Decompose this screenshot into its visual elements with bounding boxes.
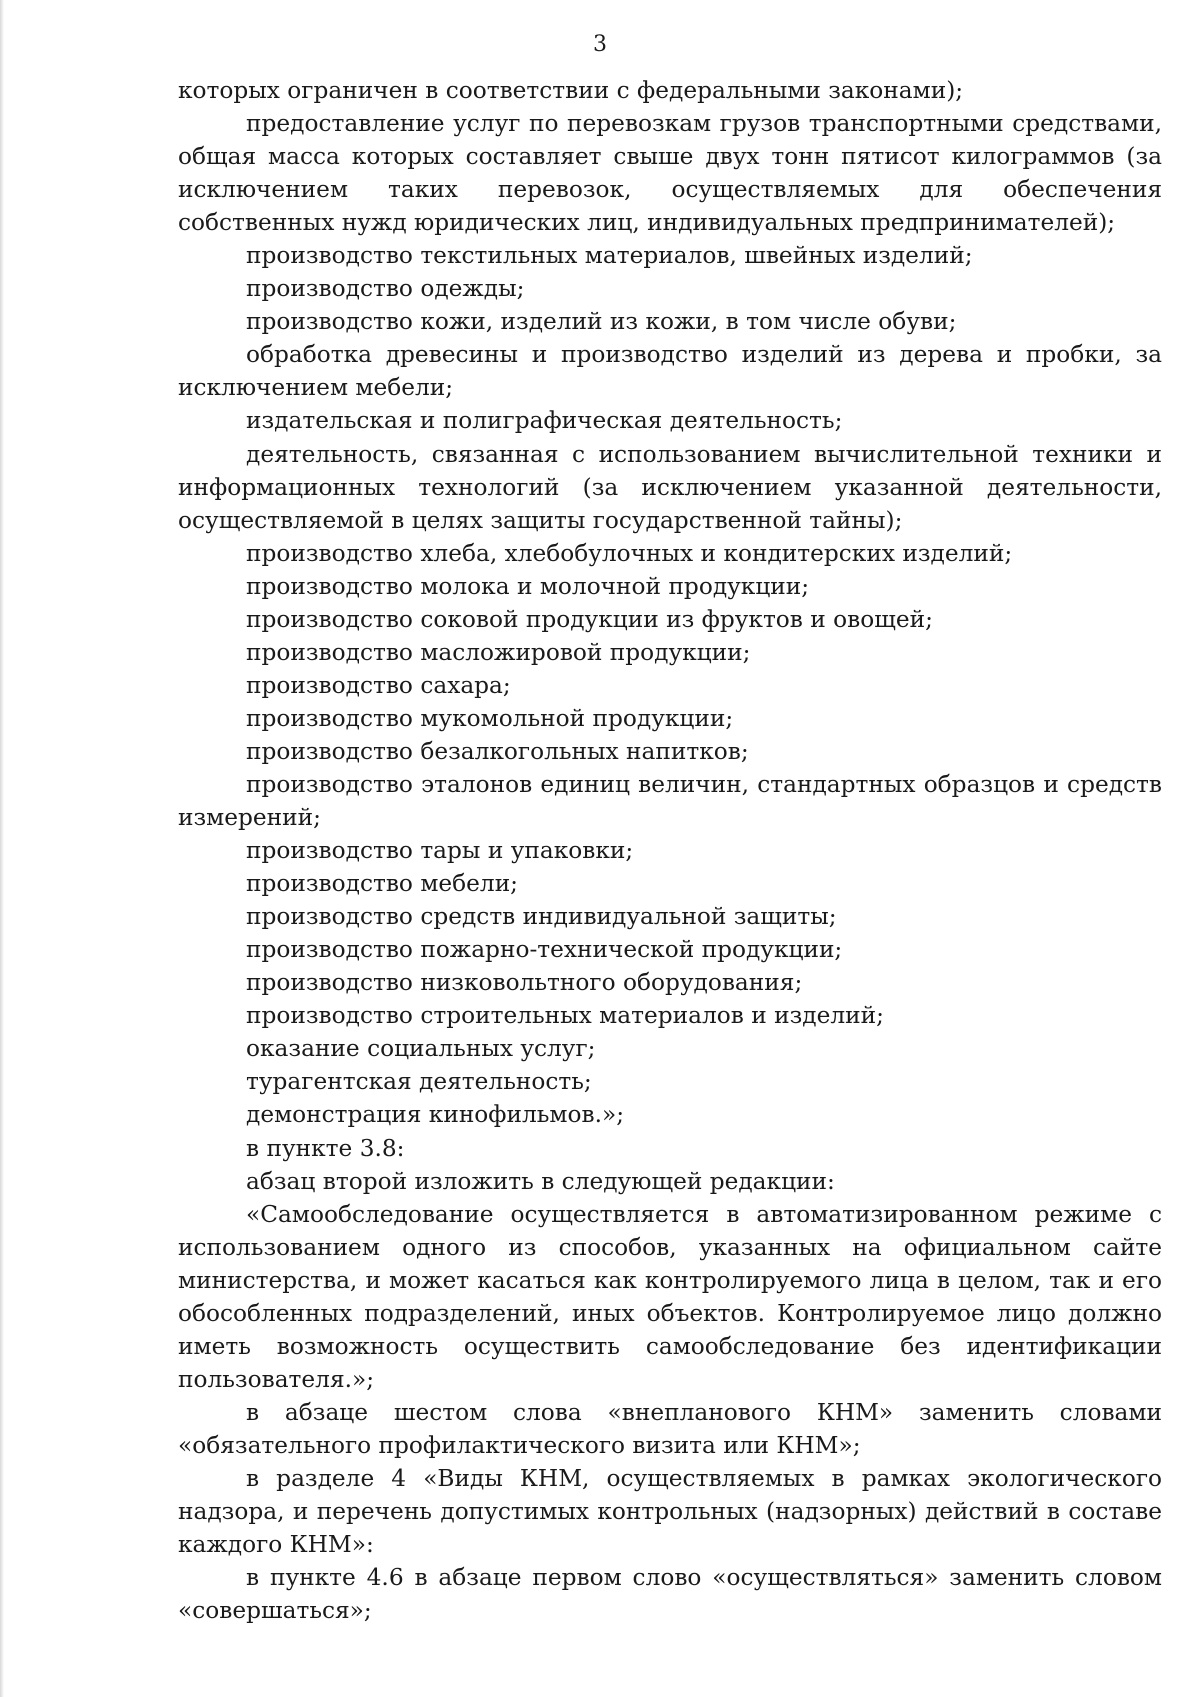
paragraph: производство строительных материалов и изделий;: [246, 1002, 884, 1030]
paragraph: производство пожарно-технической продукции;: [246, 936, 843, 964]
paragraph: турагентская деятельность;: [246, 1068, 592, 1096]
paragraph: производство средств индивидуальной защиты;: [246, 903, 837, 931]
paragraph: производство тары и упаковки;: [246, 837, 634, 865]
paragraph: производство масложировой продукции;: [246, 638, 751, 666]
paragraph: издательская и полиграфическая деятельность;: [246, 407, 843, 435]
paragraph: в абзаце шестом слова «внепланового КНМ» заменить словами «обязательного профилактического визита или КНМ»;: [178, 1398, 1162, 1459]
paragraph: производство эталонов единиц величин, стандартных образцов и средств измерений;: [178, 770, 1162, 832]
paragraph: в разделе 4 «Виды КНМ, осуществляемых в рамках экологического надзора, и перечень допустимых контрольных (надзорных) действий в составе каждого КНМ»:: [178, 1464, 1162, 1559]
paragraph: производство хлеба, хлебобулочных и кондитерских изделий;: [246, 539, 1013, 567]
paragraph: производство безалкогольных напитков;: [246, 737, 749, 765]
scan-edge: [0, 0, 4, 1697]
paragraph: в пункте 3.8:: [246, 1134, 405, 1162]
paragraph: производство соковой продукции из фруктов и овощей;: [246, 605, 933, 633]
document-body: [178, 74, 1162, 1627]
paragraph: в пункте 4.6 в абзаце первом слово «осуществляться» заменить словом «совершаться»;: [178, 1564, 1162, 1625]
paragraph: производство низковольтного оборудования;: [246, 969, 803, 997]
paragraph: деятельность, связанная с использованием вычислительной техники и информационных технологий (за исключением указанной деятельности, осуществляемой в целях защиты государственной тайны);: [178, 440, 1162, 534]
paragraph: которых ограничен в соответствии с федеральными законами);: [178, 77, 964, 104]
paragraph: производство текстильных материалов, швейных изделий;: [246, 242, 973, 270]
paragraph: обработка древесины и производство изделий из дерева и пробки, за исключением мебели;: [178, 341, 1162, 402]
paragraph: производство мебели;: [246, 870, 519, 898]
paragraph: «Самообследование осуществляется в автоматизированном режиме с использованием одного из способов, указанных на официальном сайте министерства, и может касаться как контролируемого лица в целом, так и его обособленных подразделений, иных объектов. Контролируемое лицо должно иметь возможность осуществить самообследование без идентификации пользователя.»;: [178, 1200, 1162, 1393]
paragraph: производство молока и молочной продукции;: [246, 572, 810, 600]
paragraph: производство одежды;: [246, 275, 525, 303]
paragraph: абзац второй изложить в следующей редакции:: [246, 1167, 835, 1195]
paragraph: предоставление услуг по перевозкам грузов транспортными средствами, общая масса которых составляет свыше двух тонн пятисот килограммов (за исключением таких перевозок, осуществляемых для обеспечения собственных нужд юридических лиц, индивидуальных предпринимателей);: [178, 110, 1162, 237]
paragraph: производство мукомольной продукции;: [246, 704, 734, 732]
paragraph: производство кожи, изделий из кожи, в том числе обуви;: [246, 308, 957, 336]
paragraph: демонстрация кинофильмов.»;: [246, 1101, 625, 1129]
paragraph: оказание социальных услуг;: [246, 1035, 596, 1063]
paragraph: производство сахара;: [246, 671, 511, 699]
page-number: 3: [593, 32, 607, 57]
